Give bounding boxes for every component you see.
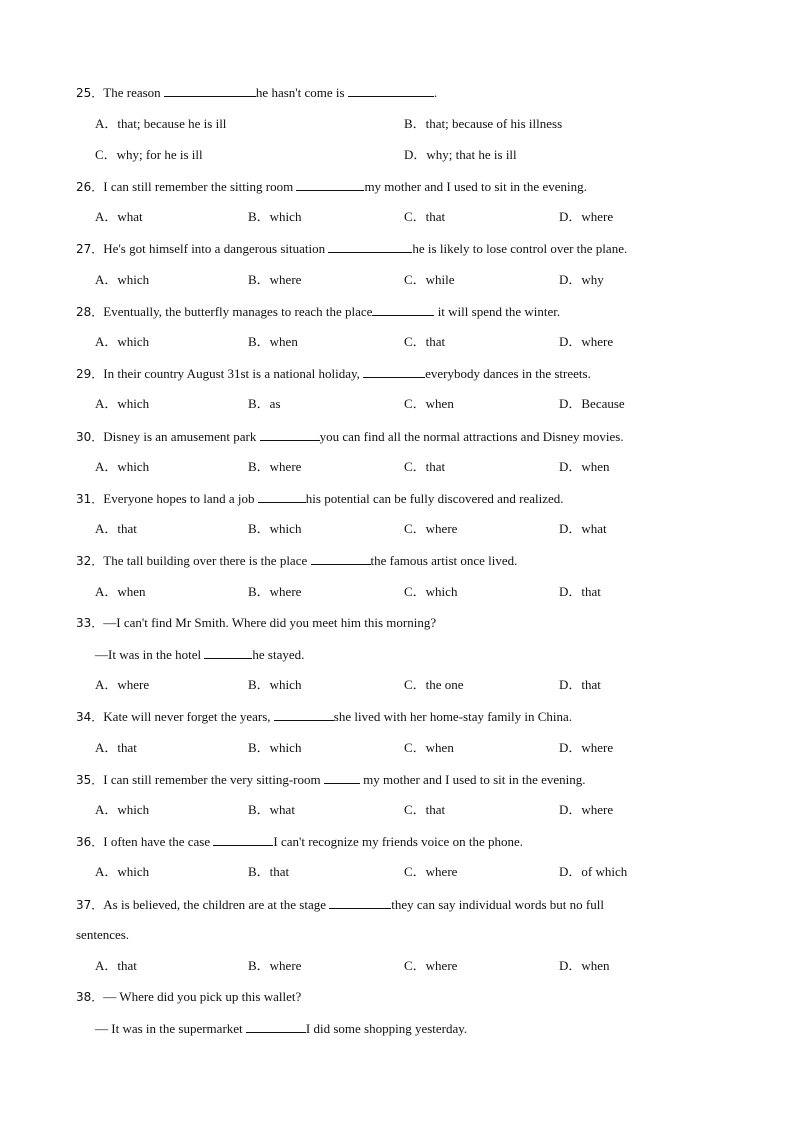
option-letter: D． xyxy=(559,584,582,599)
option-a[interactable] xyxy=(95,958,137,974)
option-text: when xyxy=(581,459,610,474)
option-letter: D． xyxy=(559,459,582,474)
stem-text: he stayed. xyxy=(252,647,305,662)
option-b[interactable] xyxy=(248,521,301,537)
option-text: what xyxy=(269,802,295,817)
options-row xyxy=(0,958,794,974)
stem-text: He's got himself into a dangerous situation xyxy=(103,241,329,256)
options-row xyxy=(0,396,794,412)
stem-text: everybody dances in the streets. xyxy=(425,366,591,381)
option-b[interactable] xyxy=(248,459,301,475)
option-letter: B． xyxy=(248,459,270,474)
question-number: 33． xyxy=(76,616,104,630)
option-letter: C． xyxy=(404,396,426,411)
option-text: which xyxy=(269,740,302,755)
option-a[interactable] xyxy=(95,209,143,225)
option-letter: A． xyxy=(95,116,118,131)
option-c[interactable] xyxy=(404,584,457,600)
question-stem xyxy=(76,490,564,507)
question-stem xyxy=(76,178,587,195)
option-text: that xyxy=(581,584,601,599)
option-letter: D． xyxy=(559,677,582,692)
option-letter: A． xyxy=(95,864,118,879)
question-number: 30． xyxy=(76,430,104,444)
option-text: where xyxy=(581,334,614,349)
option-letter: C． xyxy=(404,677,426,692)
option-letter: D． xyxy=(559,334,582,349)
option-a[interactable] xyxy=(95,272,149,288)
option-c[interactable] xyxy=(404,864,457,880)
option-text: which xyxy=(117,396,150,411)
option-text: where xyxy=(269,958,302,973)
option-text: where xyxy=(269,584,302,599)
options-row xyxy=(0,677,794,693)
option-a[interactable] xyxy=(95,521,137,537)
option-c[interactable] xyxy=(404,272,455,288)
question-number: 29． xyxy=(76,367,104,381)
option-letter: C． xyxy=(404,334,426,349)
option-d[interactable] xyxy=(559,334,613,350)
option-letter: D． xyxy=(559,864,582,879)
option-text: what xyxy=(117,209,143,224)
stem-text: his potential can be fully discovered and realized. xyxy=(305,491,564,506)
stem-text: As is believed, the children are at the stage xyxy=(103,897,330,912)
option-b[interactable] xyxy=(248,864,289,880)
question-stem xyxy=(76,84,437,101)
option-a[interactable] xyxy=(95,864,149,880)
option-b[interactable] xyxy=(248,272,301,288)
question-stem-continued xyxy=(95,646,304,663)
option-a[interactable] xyxy=(95,802,149,818)
option-text: that xyxy=(425,802,446,817)
options-row xyxy=(0,521,794,537)
question-stem xyxy=(76,365,591,382)
option-letter: A． xyxy=(95,802,118,817)
stem-text: I often have the case xyxy=(103,834,214,849)
option-a[interactable] xyxy=(95,334,149,350)
option-text: when xyxy=(425,396,454,411)
option-text: where xyxy=(269,459,302,474)
option-a[interactable] xyxy=(95,677,149,693)
option-text: that xyxy=(269,864,290,879)
option-a[interactable] xyxy=(95,459,149,475)
option-c[interactable] xyxy=(404,521,457,537)
option-text: which xyxy=(117,334,150,349)
option-text: where xyxy=(425,958,458,973)
answer-blank[interactable] xyxy=(204,646,252,659)
option-b[interactable] xyxy=(248,209,301,225)
option-b[interactable] xyxy=(404,116,562,132)
option-d[interactable] xyxy=(559,584,601,600)
option-letter: C． xyxy=(404,740,426,755)
option-text: where xyxy=(581,740,614,755)
options-row xyxy=(0,459,794,475)
option-letter: C． xyxy=(404,584,426,599)
question-number: 28． xyxy=(76,305,104,319)
option-letter: D． xyxy=(559,396,582,411)
stem-text: —I can't find Mr Smith. Where did you meet him this morning? xyxy=(103,615,437,630)
option-text: of which xyxy=(581,864,628,879)
stem-text: my mother and I used to sit in the evening. xyxy=(359,772,586,787)
option-letter: C． xyxy=(404,521,426,536)
options-row xyxy=(0,802,794,818)
option-text: Because xyxy=(581,396,625,411)
answer-blank[interactable] xyxy=(311,552,371,565)
option-text: that xyxy=(425,459,446,474)
question-number: 37． xyxy=(76,898,104,912)
option-letter: A． xyxy=(95,677,118,692)
answer-blank[interactable] xyxy=(324,771,360,784)
option-text: which xyxy=(117,459,150,474)
question-stem xyxy=(76,708,572,725)
option-text: the one xyxy=(425,677,464,692)
stem-text: I can still remember the sitting room xyxy=(103,179,297,194)
question-stem xyxy=(76,428,624,445)
option-a[interactable] xyxy=(95,116,226,132)
option-text: which xyxy=(117,864,150,879)
question-number: 26． xyxy=(76,180,104,194)
option-text: when xyxy=(581,958,610,973)
stem-text: he hasn't come is xyxy=(255,85,348,100)
option-text: that; because he is ill xyxy=(117,116,227,131)
question-stem-continued xyxy=(95,1020,467,1037)
option-b[interactable] xyxy=(248,802,295,818)
options-row xyxy=(0,272,794,288)
option-text: that xyxy=(117,958,137,973)
option-a[interactable] xyxy=(95,740,137,756)
option-letter: A． xyxy=(95,958,118,973)
option-letter: C． xyxy=(95,147,117,162)
answer-blank[interactable] xyxy=(213,833,273,846)
option-text: which xyxy=(117,802,150,817)
option-b[interactable] xyxy=(248,740,301,756)
stem-text: he is likely to lose control over the plane. xyxy=(412,241,628,256)
option-text: where xyxy=(425,864,458,879)
option-text: why; that he is ill xyxy=(426,147,517,162)
option-a[interactable] xyxy=(95,396,149,412)
option-c[interactable] xyxy=(404,459,445,475)
option-text: that xyxy=(425,209,446,224)
option-text: why; for he is ill xyxy=(116,147,203,162)
option-text: while xyxy=(425,272,455,287)
question-stem xyxy=(76,240,627,257)
stem-text: she lived with her home-stay family in China. xyxy=(333,709,573,724)
option-d[interactable] xyxy=(559,864,627,880)
options-row xyxy=(0,334,794,350)
question-stem xyxy=(76,896,604,913)
option-letter: D． xyxy=(559,740,582,755)
question-stem xyxy=(76,552,517,569)
option-letter: A． xyxy=(95,459,118,474)
answer-blank[interactable] xyxy=(363,365,425,378)
option-letter: B． xyxy=(248,521,270,536)
stem-text: my mother and I used to sit in the evening. xyxy=(364,179,587,194)
question-number: 27． xyxy=(76,242,104,256)
option-d[interactable] xyxy=(559,396,625,412)
option-letter: B． xyxy=(248,209,270,224)
option-text: when xyxy=(269,334,298,349)
option-letter: B． xyxy=(248,802,270,817)
stem-text: the famous artist once lived. xyxy=(370,553,518,568)
stem-text: I can't recognize my friends voice on the phone. xyxy=(273,834,523,849)
option-d[interactable] xyxy=(559,272,604,288)
stem-text: Eventually, the butterfly manages to reach the place xyxy=(103,304,373,319)
option-letter: B． xyxy=(248,740,270,755)
stem-text: — Where did you pick up this wallet? xyxy=(103,989,302,1004)
question-number: 36． xyxy=(76,835,104,849)
option-d[interactable] xyxy=(404,147,517,163)
answer-blank[interactable] xyxy=(372,303,434,316)
option-letter: B． xyxy=(404,116,426,131)
answer-blank[interactable] xyxy=(260,428,320,441)
option-letter: B． xyxy=(248,584,270,599)
option-letter: D． xyxy=(559,802,582,817)
option-letter: C． xyxy=(404,802,426,817)
question-stem-continued xyxy=(76,927,129,943)
option-d[interactable] xyxy=(559,521,607,537)
question-number: 34． xyxy=(76,710,104,724)
option-c[interactable] xyxy=(404,209,445,225)
stem-text: Kate will never forget the years, xyxy=(103,709,274,724)
option-letter: A． xyxy=(95,209,118,224)
stem-text: it will spend the winter. xyxy=(434,304,561,319)
option-text: that xyxy=(425,334,446,349)
option-letter: D． xyxy=(559,958,582,973)
answer-blank[interactable] xyxy=(258,490,306,503)
option-text: that; because of his illness xyxy=(425,116,563,131)
options-row xyxy=(0,864,794,880)
option-d[interactable] xyxy=(559,802,613,818)
option-letter: D． xyxy=(559,272,582,287)
option-letter: A． xyxy=(95,272,118,287)
option-letter: B． xyxy=(248,864,270,879)
option-letter: D． xyxy=(404,147,427,162)
question-number: 38． xyxy=(76,990,104,1004)
option-text: where xyxy=(581,209,614,224)
stem-text: I can still remember the very sitting-room xyxy=(103,772,324,787)
option-text: why xyxy=(581,272,604,287)
option-text: what xyxy=(581,521,607,536)
answer-blank[interactable] xyxy=(246,1020,306,1033)
question-number: 32． xyxy=(76,554,104,568)
stem-text: —It was in the hotel xyxy=(95,647,205,662)
option-letter: C． xyxy=(404,958,426,973)
options-row xyxy=(0,584,794,600)
answer-blank[interactable] xyxy=(329,896,391,909)
question-stem xyxy=(76,303,560,320)
option-b[interactable] xyxy=(248,584,301,600)
option-letter: C． xyxy=(404,864,426,879)
option-letter: D． xyxy=(559,209,582,224)
stem-text: The reason xyxy=(103,85,164,100)
question-stem xyxy=(76,833,523,850)
option-text: which xyxy=(269,521,302,536)
stem-text: . xyxy=(433,85,438,100)
option-b[interactable] xyxy=(248,396,281,412)
option-text: that xyxy=(117,740,137,755)
question-stem xyxy=(76,989,301,1005)
option-letter: B． xyxy=(248,334,270,349)
answer-blank[interactable] xyxy=(328,240,412,253)
option-c[interactable] xyxy=(404,802,445,818)
option-d[interactable] xyxy=(559,740,613,756)
stem-text: — It was in the supermarket xyxy=(95,1021,246,1036)
option-letter: C． xyxy=(404,272,426,287)
option-text: where xyxy=(269,272,302,287)
option-text: when xyxy=(425,740,454,755)
option-letter: D． xyxy=(559,521,582,536)
option-letter: C． xyxy=(404,459,426,474)
stem-text: they can say individual words but no full xyxy=(391,897,604,912)
option-text: where xyxy=(425,521,458,536)
stem-text: Everyone hopes to land a job xyxy=(103,491,258,506)
option-letter: A． xyxy=(95,740,118,755)
stem-text: The tall building over there is the place xyxy=(103,553,311,568)
option-a[interactable] xyxy=(95,584,146,600)
option-c[interactable] xyxy=(404,740,454,756)
answer-blank[interactable] xyxy=(296,178,364,191)
options-row xyxy=(0,116,794,132)
stem-text: you can find all the normal attractions and Disney movies. xyxy=(319,429,624,444)
option-text: which xyxy=(117,272,150,287)
answer-blank[interactable] xyxy=(274,708,334,721)
option-letter: A． xyxy=(95,334,118,349)
option-letter: B． xyxy=(248,677,270,692)
option-text: that xyxy=(581,677,601,692)
stem-text: In their country August 31st is a national holiday, xyxy=(103,366,364,381)
option-letter: B． xyxy=(248,272,270,287)
options-row xyxy=(0,147,794,163)
option-d[interactable] xyxy=(559,209,613,225)
option-c[interactable] xyxy=(404,958,457,974)
question-number: 25． xyxy=(76,86,104,100)
option-letter: A． xyxy=(95,584,118,599)
stem-text: sentences. xyxy=(76,927,130,942)
stem-text: Disney is an amusement park xyxy=(103,429,260,444)
answer-blank[interactable] xyxy=(164,84,256,97)
options-row xyxy=(0,740,794,756)
question-number: 35． xyxy=(76,773,104,787)
option-b[interactable] xyxy=(248,958,301,974)
options-row xyxy=(0,209,794,225)
option-text: that xyxy=(117,521,137,536)
option-text: where xyxy=(581,802,614,817)
question-stem xyxy=(76,615,436,631)
option-c[interactable] xyxy=(404,334,445,350)
option-b[interactable] xyxy=(248,677,301,693)
option-letter: A． xyxy=(95,521,118,536)
option-b[interactable] xyxy=(248,334,298,350)
option-text: which xyxy=(269,209,302,224)
option-text: which xyxy=(269,677,302,692)
question-stem xyxy=(76,771,586,788)
option-letter: B． xyxy=(248,396,270,411)
option-c[interactable] xyxy=(95,147,203,163)
stem-text: I did some shopping yesterday. xyxy=(305,1021,468,1036)
answer-blank[interactable] xyxy=(348,84,434,97)
option-d[interactable] xyxy=(559,677,601,693)
option-d[interactable] xyxy=(559,958,610,974)
option-c[interactable] xyxy=(404,396,454,412)
option-letter: C． xyxy=(404,209,426,224)
option-c[interactable] xyxy=(404,677,464,693)
option-text: when xyxy=(117,584,146,599)
option-text: which xyxy=(425,584,458,599)
option-letter: B． xyxy=(248,958,270,973)
option-text: where xyxy=(117,677,150,692)
question-number: 31． xyxy=(76,492,104,506)
option-text: as xyxy=(269,396,281,411)
option-letter: A． xyxy=(95,396,118,411)
option-d[interactable] xyxy=(559,459,610,475)
